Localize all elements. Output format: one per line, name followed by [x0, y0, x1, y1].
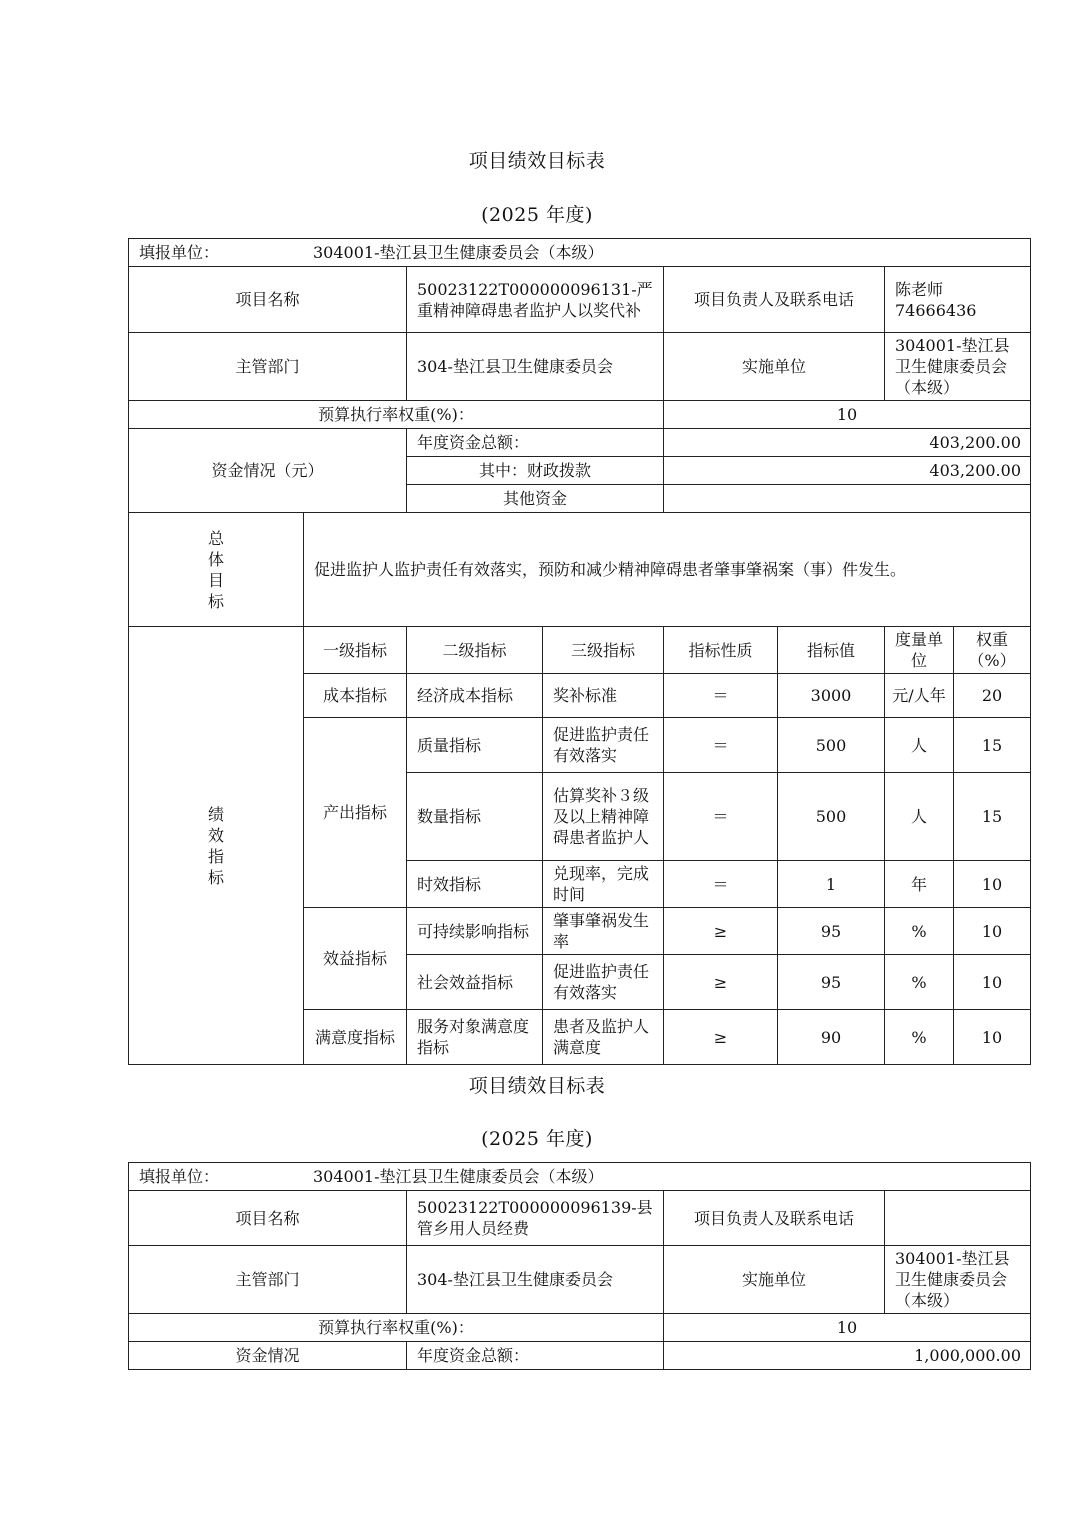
goal-text: 促进监护人监护责任有效落实，预防和减少精神障碍患者肇事肇祸案（事）件发生。 [304, 513, 1031, 627]
annual-total-value: 1,000,000.00 [664, 1342, 1031, 1370]
project-name-value: 50023122T000000096139-县管乡用人员经费 [407, 1191, 664, 1246]
project-row [129, 1191, 1031, 1246]
annual-total-value: 403,200.00 [664, 429, 1031, 457]
form1-year: (2025 年度) [481, 204, 593, 226]
indicator-weight: 10 [954, 861, 1031, 908]
project-name-label: 项目名称 [129, 1191, 407, 1246]
impl-value: 304001-垫江县卫生健康委员会（本级） [885, 1246, 1031, 1314]
dept-label: 主管部门 [129, 333, 407, 401]
indicator-l3: 促进监护责任有效落实 [543, 955, 664, 1010]
dept-row [129, 1246, 1031, 1314]
project-name-label: 项目名称 [129, 267, 407, 333]
impl-value: 304001-垫江县卫生健康委员会（本级） [885, 333, 1031, 401]
goal-label: 总 体 目 标 [129, 513, 304, 627]
form2-year: (2025 年度) [481, 1128, 593, 1150]
contact-label: 项目负责人及联系电话 [664, 1191, 885, 1246]
indicator-value: 500 [778, 773, 885, 861]
impl-label: 实施单位 [664, 1246, 885, 1314]
header-weight: 权重（%） [954, 627, 1031, 674]
dept-value: 304-垫江县卫生健康委员会 [407, 333, 664, 401]
indicator-weight: 20 [954, 674, 1031, 718]
contact-value [885, 1191, 1031, 1246]
project-name-value: 50023122T000000096131-严重精神障碍患者监护人以奖代补 [407, 267, 664, 333]
other-funds-value [664, 485, 1031, 513]
indicator-value: 3000 [778, 674, 885, 718]
unit-value: 304001-垫江县卫生健康委员会（本级） [313, 243, 604, 262]
indicator-l3: 兑现率，完成时间 [543, 861, 664, 908]
annual-total-label: 年度资金总额： [407, 1342, 664, 1370]
indicator-l2: 社会效益指标 [407, 955, 543, 1010]
indicator-weight: 10 [954, 955, 1031, 1010]
unit-value: 304001-垫江县卫生健康委员会（本级） [313, 1167, 604, 1186]
indicator-unit: % [885, 1010, 954, 1065]
indicator-value: 500 [778, 718, 885, 773]
header-nature: 指标性质 [664, 627, 778, 674]
form1-table [128, 238, 1031, 1065]
fiscal-value: 403,200.00 [664, 457, 1031, 485]
indicator-l2: 可持续影响指标 [407, 908, 543, 955]
indicator-l2: 服务对象满意度指标 [407, 1010, 543, 1065]
indicator-nature: ＝ [664, 718, 778, 773]
project-row [129, 267, 1031, 333]
perf-label: 绩 效 指 标 [129, 627, 304, 1065]
form2-table [128, 1162, 1031, 1370]
indicator-l1: 满意度指标 [304, 1010, 407, 1065]
indicator-value: 95 [778, 908, 885, 955]
impl-label: 实施单位 [664, 333, 885, 401]
fiscal-label: 其中：财政拨款 [407, 457, 664, 485]
budget-weight-value: 10 [664, 401, 1031, 429]
indicator-l2: 质量指标 [407, 718, 543, 773]
unit-row [129, 1163, 1031, 1191]
indicator-l1: 成本指标 [304, 674, 407, 718]
budget-weight-row [129, 1314, 1031, 1342]
indicator-l3: 估算奖补３级及以上精神障碍患者监护人 [543, 773, 664, 861]
header-value: 指标值 [778, 627, 885, 674]
indicator-weight: 15 [954, 773, 1031, 861]
indicator-unit: % [885, 908, 954, 955]
header-l2: 二级指标 [407, 627, 543, 674]
budget-weight-label: 预算执行率权重(%)： [129, 1314, 664, 1342]
budget-weight-row [129, 401, 1031, 429]
indicator-weight: 10 [954, 1010, 1031, 1065]
contact-label: 项目负责人及联系电话 [664, 267, 885, 333]
contact-value: 陈老师 74666436 [885, 267, 1031, 333]
annual-total-label: 年度资金总额： [407, 429, 664, 457]
unit-label: 填报单位： [139, 243, 220, 262]
indicator-nature: ≥ [664, 955, 778, 1010]
indicator-value: 95 [778, 955, 885, 1010]
indicator-nature: ＝ [664, 773, 778, 861]
indicator-unit: 元/人年 [885, 674, 954, 718]
indicator-value: 1 [778, 861, 885, 908]
indicator-l2: 数量指标 [407, 773, 543, 861]
indicator-nature: ＝ [664, 861, 778, 908]
indicator-value: 90 [778, 1010, 885, 1065]
funds-label: 资金情况（元） [129, 429, 407, 513]
indicator-l2: 经济成本指标 [407, 674, 543, 718]
indicator-unit: 人 [885, 773, 954, 861]
unit-label: 填报单位： [139, 1167, 220, 1186]
indicator-nature: ≥ [664, 1010, 778, 1065]
dept-label: 主管部门 [129, 1246, 407, 1314]
unit-row [129, 239, 1031, 267]
indicator-weight: 15 [954, 718, 1031, 773]
indicator-unit: 人 [885, 718, 954, 773]
dept-row [129, 333, 1031, 401]
form1-title: 项目绩效目标表 [468, 150, 606, 172]
indicator-l3: 肇事肇祸发生率 [543, 908, 664, 955]
indicator-l2: 时效指标 [407, 861, 543, 908]
indicator-nature: ＝ [664, 674, 778, 718]
form2-title: 项目绩效目标表 [468, 1075, 606, 1097]
funds-label: 资金情况 [129, 1342, 407, 1370]
header-l3: 三级指标 [543, 627, 664, 674]
indicator-weight: 10 [954, 908, 1031, 955]
indicator-unit: 年 [885, 861, 954, 908]
funds-total-row [129, 429, 1031, 457]
header-unit: 度量单位 [885, 627, 954, 674]
indicator-l1: 产出指标 [304, 718, 407, 908]
indicator-l3: 患者及监护人满意度 [543, 1010, 664, 1065]
indicator-unit: % [885, 955, 954, 1010]
goal-row [129, 513, 1031, 627]
budget-weight-value: 10 [664, 1314, 1031, 1342]
indicator-l3: 奖补标准 [543, 674, 664, 718]
indicator-l3: 促进监护责任有效落实 [543, 718, 664, 773]
budget-weight-label: 预算执行率权重(%)： [129, 401, 664, 429]
indicator-l1: 效益指标 [304, 908, 407, 1010]
dept-value: 304-垫江县卫生健康委员会 [407, 1246, 664, 1314]
indicator-nature: ≥ [664, 908, 778, 955]
indicator-header-row [129, 627, 1031, 674]
other-funds-label: 其他资金 [407, 485, 664, 513]
funds-total-row [129, 1342, 1031, 1370]
header-l1: 一级指标 [304, 627, 407, 674]
